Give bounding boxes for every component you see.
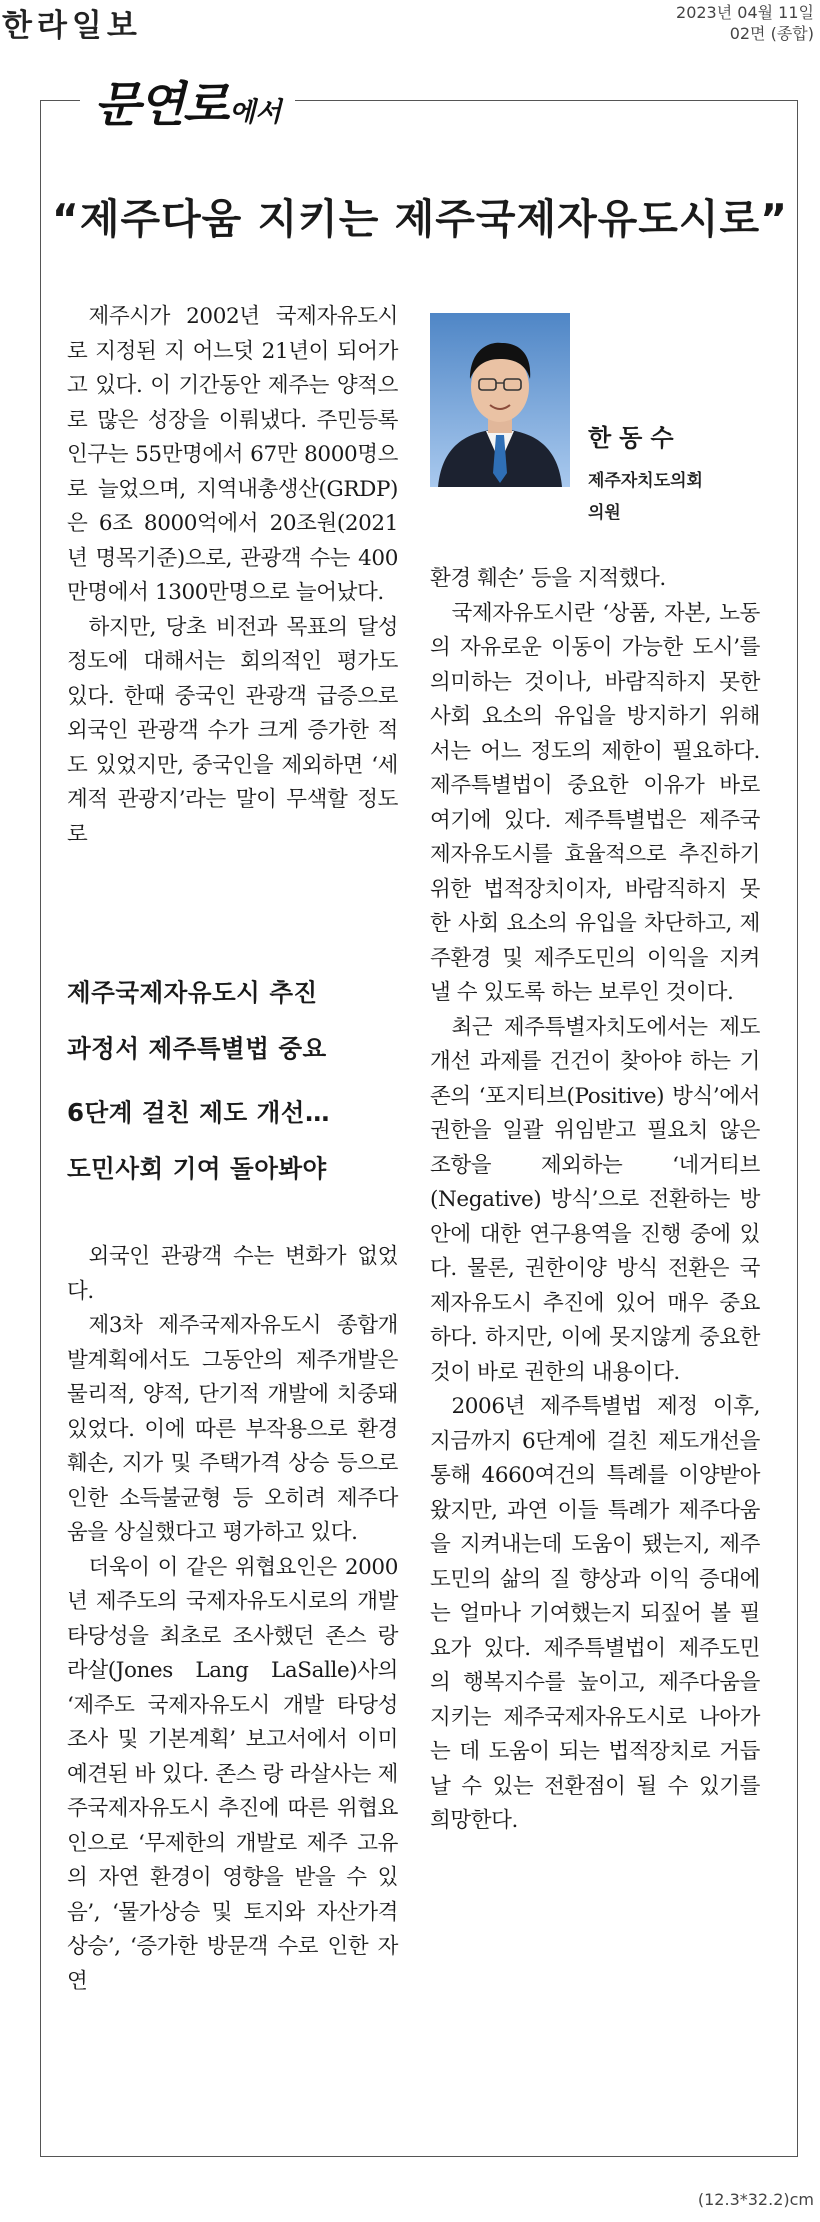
left-column-top [67,300,398,852]
article-headline: “제주다움 지키는 제주국제자유도시로” [51,195,789,243]
article-size-note: (12.3*32.2)cm [697,2190,814,2209]
section-title-suffix: 에서 [229,97,282,128]
author-role-line: 의원 [588,503,621,523]
paragraph: 제3차 제주국제자유도시 종합개발계획에서도 그동안의 제주개발은 물리적, 양적, 단기적 개발에 치중돼 있었다. 이에 따른 부작용으로 환경 훼손, 지가 및 주택가격 상승 등으로 인한 소득불균형 등 오히려 제주다움을 상실했다고 평가하고 있다. [67,1313,398,1545]
paragraph: 제주시가 2002년 국제자유도시로 지정된 지 어느덧 21년이 되어가고 있다. 이 기간동안 제주는 양적으로 많은 성장을 이뤄냈다. 주민등록인구는 55만명에서 67만 8000명으로 늘었으며, 지역내총생산(GRDP)은 6조 8000억에서 20조원(2021년 명목기준)으로, 관광객 수는 400만명에서 1300만명으로 늘어났다. [67,304,398,605]
page-section: 02면 (종합) [729,24,814,43]
author-role [588,465,703,529]
subhead: 과정서 제주특별법 중요 [67,1034,327,1063]
paragraph: 외국인 관광객 수는 변화가 없었다. [67,1244,398,1304]
author-photo [430,313,570,487]
section-title-main: 문연로 [94,77,228,133]
paragraph: 2006년 제주특별법 제정 이후, 지금까지 6단계에 걸친 제도개선을 통해 4660여건의 특례를 이양받아 왔지만, 과연 이들 특례가 제주다움을 지켜내는데 도움이 됐는지, 제주도민의 삶의 질 향상과 이익 증대에는 얼마나 기여했는지 되짚어 볼 필요가 있다. 제주특별법이 제주도민의 행복지수를 높이고, 제주다움을 지키는 제주국제자유도시로 나아가는 데 도움이 되는 법적장치로 거듭날 수 있는 전환점이 될 수 있기를 희망한다. [430,1394,760,1833]
subhead: 도민사회 기여 돌아봐야 [67,1154,327,1183]
dateline [676,2,814,44]
subhead: 6단계 걸친 제도 개선… [67,1098,330,1127]
section-title [80,66,295,135]
paragraph: 더욱이 이 같은 위협요인은 2000년 제주도의 국제자유도시로의 개발 타당성을 최초로 조사했던 존스 랑 라살(Jones Lang LaSalle)사의 ‘제주도 국제자유도시 개발 타당성 조사 및 기본계획’ 보고서에서 이미 예견된 바 있다. 존스 랑 라살사는 제주국제자유도시 추진에 따른 위협요인으로 ‘무제한의 개발로 제주 고유의 자연 환경이 영향을 받을 수 있음’, ‘물가상승 및 토지와 자산가격 상승’, ‘증가한 방문객 수로 인한 자연 [67,1554,398,1994]
author-portrait-image [430,313,570,487]
publication-date: 2023년 04월 11일 [676,3,814,22]
masthead-logo: 한라일보 [2,8,142,44]
paragraph: 국제자유도시란 ‘상품, 자본, 노동의 자유로운 이동이 가능한 도시’를 의미하는 것이나, 바람직하지 못한 사회 요소의 유입을 방지하기 위해서는 어느 정도의 제한이 필요하다. 제주특별법이 중요한 이유가 바로 여기에 있다. 제주특별법은 제주국제자유도시를 효율적으로 추진하기 위한 법적장치이자, 바람직하지 못한 사회 요소의 유입을 차단하고, 제주환경 및 제주도민의 이익을 지켜낼 수 있도록 하는 보루인 것이다. [430,600,760,1005]
subheads [67,965,407,1197]
paragraph: 환경 훼손’ 등을 지적했다. [430,566,666,591]
right-column [430,562,760,1839]
paragraph: 최근 제주특별자치도에서는 제도개선 과제를 건건이 찾아야 하는 기존의 ‘포지티브(Positive) 방식’에서 권한을 일괄 위임받고 필요치 않은 조항을 제외하는 ‘네거티브(Negative) 방식’으로 전환하는 방안에 대한 연구용역을 진행 중에 있다. 물론, 권한이양 방식 전환은 국제자유도시 추진에 있어 매우 중요하다. 하지만, 이에 못지않게 중요한 것이 바로 권한의 내용이다. [430,1014,760,1385]
subhead: 제주국제자유도시 추진 [67,978,318,1007]
author-name: 한동수 [588,424,682,452]
left-column-bottom [67,1240,398,1999]
paragraph: 하지만, 당초 비전과 목표의 달성 정도에 대해서는 회의적인 평가도 있다. 한때 중국인 관광객 급증으로 외국인 관광객 수가 크게 증가한 적도 있었지만, 중국인을 제외하면 ‘세계적 관광지’라는 말이 무색할 정도로 [67,614,398,847]
author-role-line: 제주자치도의회 [588,471,703,491]
